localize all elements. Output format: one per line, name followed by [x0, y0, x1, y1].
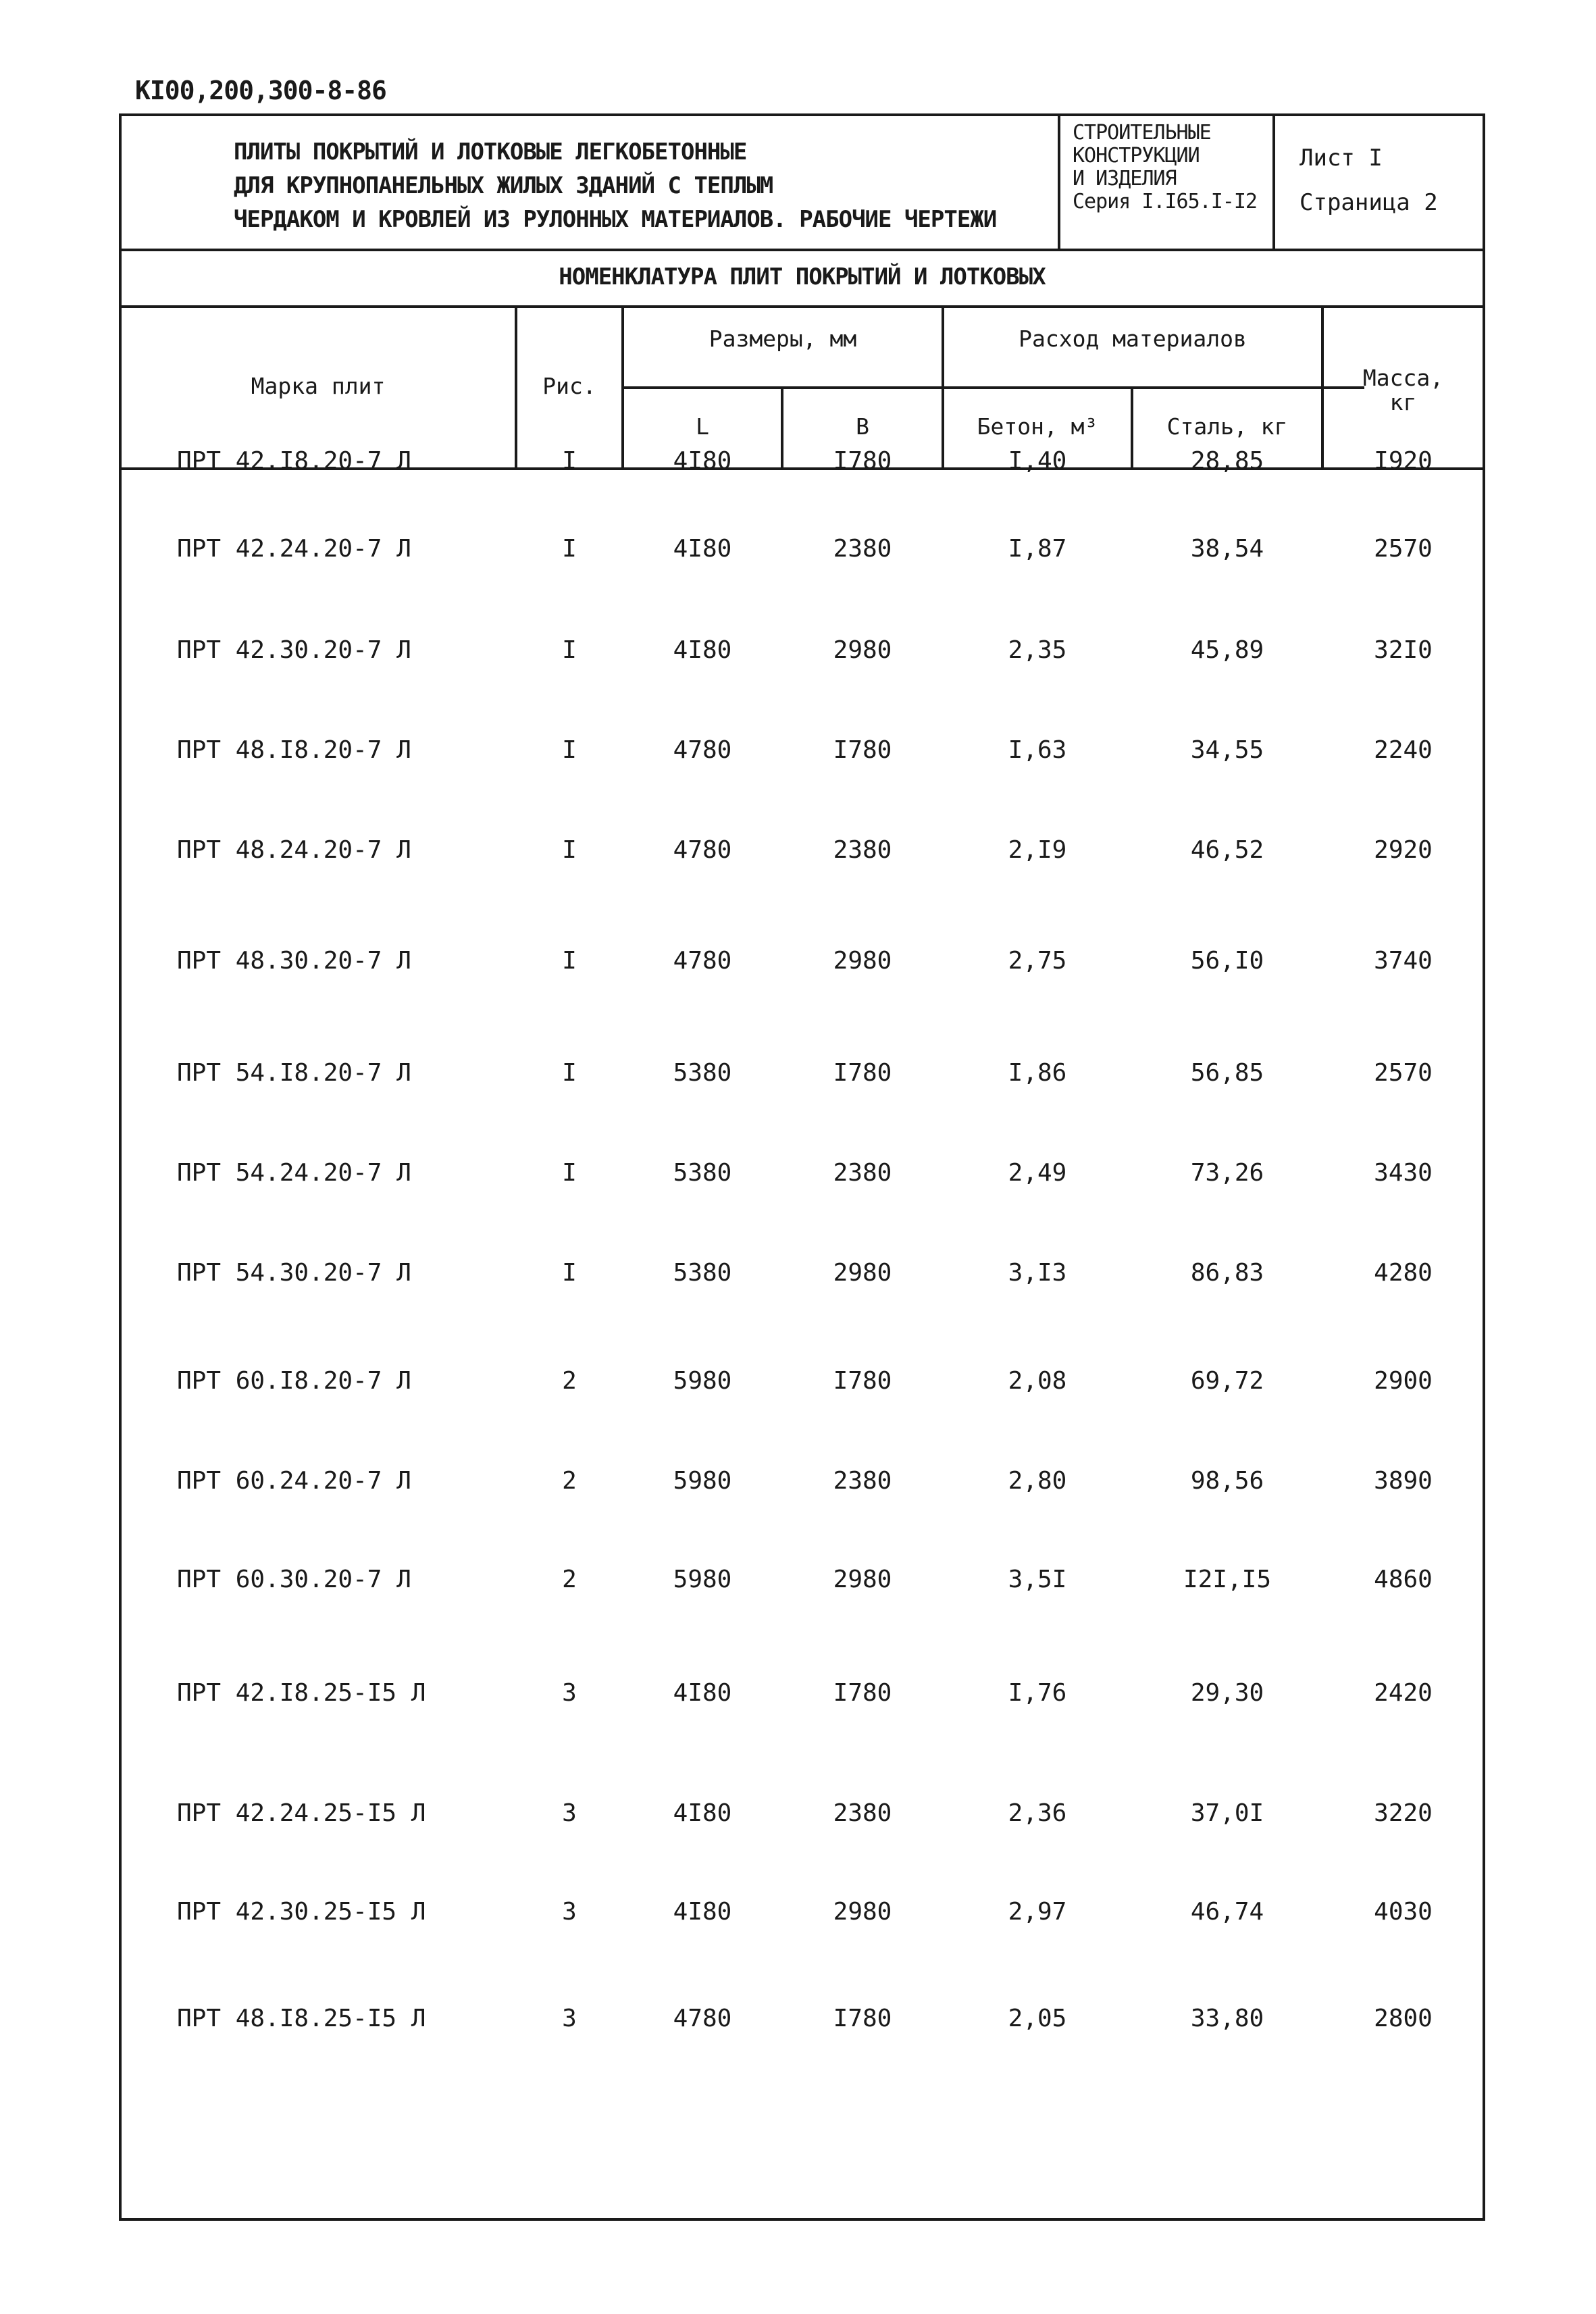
- row-mass: 3220: [1374, 1799, 1433, 1827]
- row-mark: ПРТ 54.30.20-7 Л: [177, 1259, 411, 1287]
- header-dim-l: L: [696, 413, 709, 440]
- row-mass: 4860: [1374, 1566, 1433, 1593]
- row-width: 2380: [833, 836, 892, 864]
- row-width: 2380: [833, 1159, 892, 1187]
- row-steel: 69,72: [1190, 1367, 1264, 1395]
- row-steel: 98,56: [1190, 1467, 1264, 1495]
- row-length: 4I80: [673, 636, 732, 664]
- row-length: 5980: [673, 1566, 732, 1593]
- row-length: 4I80: [673, 1679, 732, 1707]
- row-mark: ПРТ 42.I8.20-7 Л: [177, 447, 411, 475]
- row-fig: 3: [562, 1679, 577, 1707]
- row-mark: ПРТ 60.I8.20-7 Л: [177, 1367, 411, 1395]
- header-divider: [122, 249, 1483, 251]
- page-number: Страница 2: [1299, 189, 1438, 216]
- row-concrete: 2,75: [1008, 947, 1067, 975]
- row-concrete: I,86: [1008, 1059, 1067, 1087]
- row-fig: 2: [562, 1467, 577, 1495]
- row-width: I780: [833, 1679, 892, 1707]
- header-title-block: [122, 116, 1060, 251]
- row-steel: 45,89: [1190, 636, 1264, 664]
- row-width: I780: [833, 736, 892, 764]
- row-steel: 37,0I: [1190, 1799, 1264, 1827]
- header-dims: Размеры, мм: [709, 326, 857, 352]
- row-steel: 46,52: [1190, 836, 1264, 864]
- row-width: 2980: [833, 636, 892, 664]
- row-fig: I: [562, 1059, 577, 1087]
- row-width: 2980: [833, 1259, 892, 1287]
- header-concrete: Бетон, м³: [977, 413, 1098, 440]
- row-mark: ПРТ 60.24.20-7 Л: [177, 1467, 411, 1495]
- row-mass: 2420: [1374, 1679, 1433, 1707]
- row-mark: ПРТ 48.30.20-7 Л: [177, 947, 411, 975]
- row-fig: 3: [562, 2005, 577, 2032]
- drawing-frame: [119, 113, 1485, 2221]
- row-fig: I: [562, 947, 577, 975]
- row-length: 4780: [673, 947, 732, 975]
- row-concrete: 2,49: [1008, 1159, 1067, 1187]
- row-concrete: 2,08: [1008, 1367, 1067, 1395]
- row-length: 5380: [673, 1159, 732, 1187]
- row-fig: I: [562, 535, 577, 563]
- row-steel: 34,55: [1190, 736, 1264, 764]
- row-concrete: 2,36: [1008, 1799, 1067, 1827]
- row-mass: 3740: [1374, 947, 1433, 975]
- header-mass: Масса, кг: [1362, 365, 1444, 415]
- row-mark: ПРТ 42.I8.25-I5 Л: [177, 1679, 426, 1707]
- row-mass: 2920: [1374, 836, 1433, 864]
- row-mass: 32I0: [1374, 636, 1433, 664]
- row-concrete: 2,05: [1008, 2005, 1067, 2032]
- row-fig: I: [562, 636, 577, 664]
- table-title-divider: [122, 305, 1483, 308]
- row-width: I780: [833, 2005, 892, 2032]
- row-mass: 4280: [1374, 1259, 1433, 1287]
- row-concrete: 2,35: [1008, 636, 1067, 664]
- row-mass: 3890: [1374, 1467, 1433, 1495]
- row-length: 4780: [673, 736, 732, 764]
- row-width: 2380: [833, 1467, 892, 1495]
- row-mass: 2240: [1374, 736, 1433, 764]
- row-width: I780: [833, 1367, 892, 1395]
- row-width: 2980: [833, 1898, 892, 1926]
- row-steel: 29,30: [1190, 1679, 1264, 1707]
- row-fig: I: [562, 1159, 577, 1187]
- row-mark: ПРТ 48.I8.20-7 Л: [177, 736, 411, 764]
- row-fig: 2: [562, 1566, 577, 1593]
- header-series-block: [1060, 116, 1275, 251]
- row-mark: ПРТ 42.30.25-I5 Л: [177, 1898, 426, 1926]
- row-concrete: I,40: [1008, 447, 1067, 475]
- row-width: 2980: [833, 1566, 892, 1593]
- row-mark: ПРТ 48.I8.25-I5 Л: [177, 2005, 426, 2032]
- row-mass: 2570: [1374, 535, 1433, 563]
- row-length: 4I80: [673, 535, 732, 563]
- row-fig: I: [562, 736, 577, 764]
- row-fig: I: [562, 447, 577, 475]
- row-steel: 56,85: [1190, 1059, 1264, 1087]
- row-width: 2980: [833, 947, 892, 975]
- row-concrete: I,87: [1008, 535, 1067, 563]
- row-length: 4I80: [673, 447, 732, 475]
- row-mark: ПРТ 60.30.20-7 Л: [177, 1566, 411, 1593]
- row-mark: ПРТ 54.24.20-7 Л: [177, 1159, 411, 1187]
- row-concrete: 2,I9: [1008, 836, 1067, 864]
- row-fig: I: [562, 836, 577, 864]
- row-concrete: I,63: [1008, 736, 1067, 764]
- row-steel: 56,I0: [1190, 947, 1264, 975]
- row-steel: 33,80: [1190, 2005, 1264, 2032]
- row-steel: 86,83: [1190, 1259, 1264, 1287]
- row-mass: 2800: [1374, 2005, 1433, 2032]
- row-concrete: I,76: [1008, 1679, 1067, 1707]
- row-concrete: 3,5I: [1008, 1566, 1067, 1593]
- row-length: 4I80: [673, 1898, 732, 1926]
- row-fig: 3: [562, 1799, 577, 1827]
- row-concrete: 3,I3: [1008, 1259, 1067, 1287]
- series-info: СТРОИТЕЛЬНЫЕ КОНСТРУКЦИИ И ИЗДЕЛИЯ Серия I.I65.I-I2: [1073, 121, 1257, 213]
- row-mass: 4030: [1374, 1898, 1433, 1926]
- row-width: I780: [833, 447, 892, 475]
- header-dim-b: B: [856, 413, 869, 440]
- document-code: КI00,200,300-8-86: [135, 76, 386, 105]
- row-mass: I920: [1374, 447, 1433, 475]
- row-length: 5380: [673, 1259, 732, 1287]
- row-mass: 3430: [1374, 1159, 1433, 1187]
- row-steel: 73,26: [1190, 1159, 1264, 1187]
- row-length: 4780: [673, 2005, 732, 2032]
- sheet-number: Лист I: [1299, 145, 1383, 172]
- row-width: 2380: [833, 1799, 892, 1827]
- row-mass: 2900: [1374, 1367, 1433, 1395]
- header-mark: Марка плит: [251, 373, 386, 399]
- row-steel: I2I,I5: [1183, 1566, 1272, 1593]
- document-title: ПЛИТЫ ПОКРЫТИЙ И ЛОТКОВЫЕ ЛЕГКОБЕТОННЫЕ ДЛЯ КРУПНОПАНЕЛЬНЫХ ЖИЛЫХ ЗДАНИЙ С ТЕПЛЫМ ЧЕРДАКОМ И КРОВЛЕЙ ИЗ РУЛОННЫХ МАТЕРИАЛОВ. РАБОЧИЕ ЧЕРТЕЖИ: [234, 138, 997, 233]
- row-length: 5980: [673, 1367, 732, 1395]
- row-steel: 28,85: [1190, 447, 1264, 475]
- row-steel: 38,54: [1190, 535, 1264, 563]
- row-fig: I: [562, 1259, 577, 1287]
- row-mark: ПРТ 42.24.25-I5 Л: [177, 1799, 426, 1827]
- row-fig: 3: [562, 1898, 577, 1926]
- row-width: I780: [833, 1059, 892, 1087]
- row-length: 4780: [673, 836, 732, 864]
- table-title: НОМЕНКЛАТУРА ПЛИТ ПОКРЫТИЙ И ЛОТКОВЫХ: [559, 263, 1046, 290]
- row-mass: 2570: [1374, 1059, 1433, 1087]
- row-mark: ПРТ 54.I8.20-7 Л: [177, 1059, 411, 1087]
- header-materials: Расход материалов: [1019, 326, 1247, 352]
- row-concrete: 2,97: [1008, 1898, 1067, 1926]
- row-width: 2380: [833, 535, 892, 563]
- row-mark: ПРТ 42.24.20-7 Л: [177, 535, 411, 563]
- row-length: 5380: [673, 1059, 732, 1087]
- row-length: 4I80: [673, 1799, 732, 1827]
- row-mark: ПРТ 48.24.20-7 Л: [177, 836, 411, 864]
- row-mark: ПРТ 42.30.20-7 Л: [177, 636, 411, 664]
- header-fig: Рис.: [542, 373, 596, 399]
- row-steel: 46,74: [1190, 1898, 1264, 1926]
- row-length: 5980: [673, 1467, 732, 1495]
- header-sheet-block: [1275, 116, 1485, 251]
- row-concrete: 2,80: [1008, 1467, 1067, 1495]
- header-steel: Сталь, кг: [1166, 413, 1288, 440]
- row-fig: 2: [562, 1367, 577, 1395]
- subheader-divider: [621, 386, 1364, 389]
